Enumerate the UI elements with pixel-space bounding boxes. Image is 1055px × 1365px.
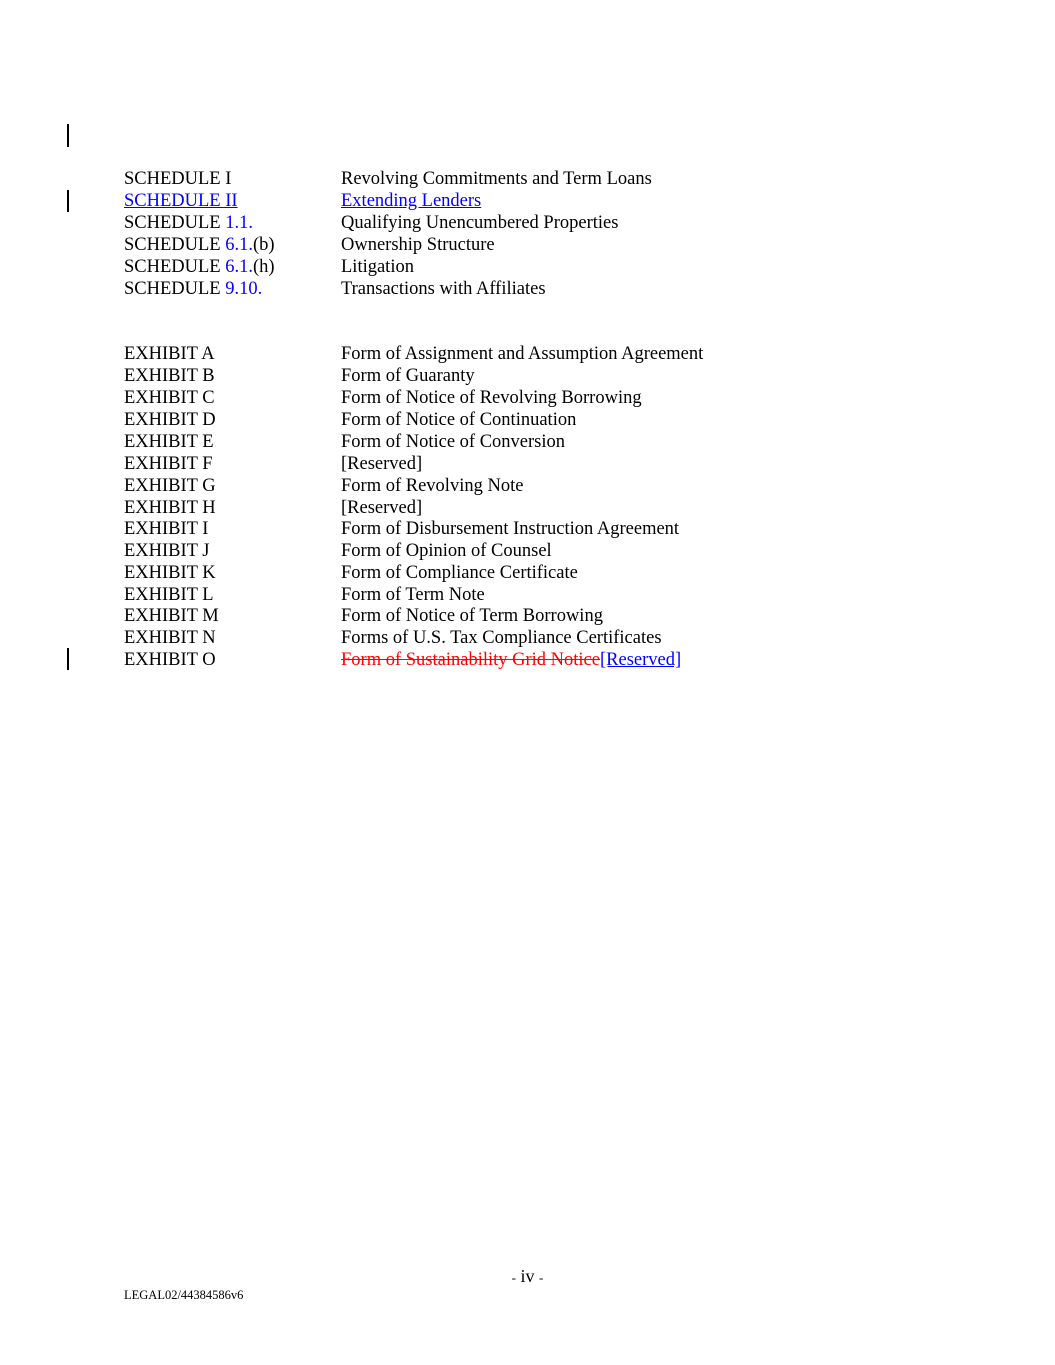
exhibit-label: EXHIBIT M [124,606,219,626]
page-number-value: iv [520,1266,535,1286]
section-ref-link[interactable]: 9.10. [225,279,263,299]
schedule-prefix: SCHEDULE [124,235,226,255]
exhibit-description: Form of Notice of Revolving Borrowing [341,388,642,408]
schedule-label [124,256,275,278]
exhibit-description: Form of Compliance Certificate [341,563,578,583]
schedule-prefix: SCHEDULE [124,257,226,277]
inserted-text-link[interactable]: [Reserved] [599,650,682,670]
exhibit-label: EXHIBIT G [124,476,216,496]
exhibit-label: EXHIBIT J [124,541,210,561]
schedule-prefix: SCHEDULE [124,213,226,233]
exhibit-label: EXHIBIT A [124,344,215,364]
exhibit-description: Form of Revolving Note [341,476,524,496]
exhibit-description: Forms of U.S. Tax Compliance Certificates [341,628,662,648]
exhibit-description [341,649,681,671]
change-bar-top [67,124,69,147]
schedule-label [124,234,275,256]
schedule-description: Ownership Structure [341,235,495,255]
change-bar-exhibit-o [67,648,69,670]
schedule-suffix: (h) [253,257,275,277]
exhibit-label: EXHIBIT H [124,498,216,518]
exhibit-label: EXHIBIT K [124,563,216,583]
exhibit-label: EXHIBIT D [124,410,216,430]
section-ref-link[interactable]: 6.1. [225,257,253,277]
schedule-suffix: (b) [253,235,275,255]
exhibit-label: EXHIBIT I [124,519,209,539]
schedule-description: Qualifying Unencumbered Properties [341,213,619,233]
page-number-dash-right: - [539,1270,544,1285]
exhibit-label: EXHIBIT L [124,585,214,605]
page-number-dash-left: - [511,1270,516,1285]
exhibit-description: Form of Assignment and Assumption Agreement [341,344,704,364]
schedule-description: Transactions with Affiliates [341,279,546,299]
exhibit-label: EXHIBIT F [124,454,213,474]
exhibit-description: Form of Term Note [341,585,485,605]
document-id: LEGAL02/44384586v6 [124,1288,244,1302]
deleted-text: Form of Sustainability Grid Notice [341,650,600,670]
section-ref-link[interactable]: 1.1. [225,213,253,233]
schedule-label-link[interactable]: SCHEDULE II [124,191,238,211]
exhibit-label: EXHIBIT N [124,628,216,648]
exhibit-label: EXHIBIT C [124,388,215,408]
section-ref-link[interactable]: 6.1. [225,235,253,255]
exhibit-description: Form of Guaranty [341,366,475,386]
page-number [0,1266,1055,1287]
exhibit-label: EXHIBIT O [124,650,216,670]
exhibit-description: [Reserved] [341,498,423,518]
exhibit-description: Form of Opinion of Counsel [341,541,552,561]
schedule-label [124,212,253,234]
change-bar-schedule-ii [67,190,69,212]
exhibit-label: EXHIBIT B [124,366,215,386]
schedule-label: SCHEDULE I [124,169,232,189]
schedule-description: Litigation [341,257,414,277]
exhibit-description: Form of Notice of Term Borrowing [341,606,603,626]
schedule-description: Revolving Commitments and Term Loans [341,169,652,189]
exhibit-description: [Reserved] [341,454,423,474]
schedule-label [124,278,262,300]
schedule-prefix: SCHEDULE [124,279,226,299]
exhibit-description: Form of Notice of Continuation [341,410,577,430]
exhibit-label: EXHIBIT E [124,432,214,452]
exhibit-description: Form of Notice of Conversion [341,432,566,452]
exhibit-description: Form of Disbursement Instruction Agreement [341,519,680,539]
schedule-description-link[interactable]: Extending Lenders [341,191,482,211]
